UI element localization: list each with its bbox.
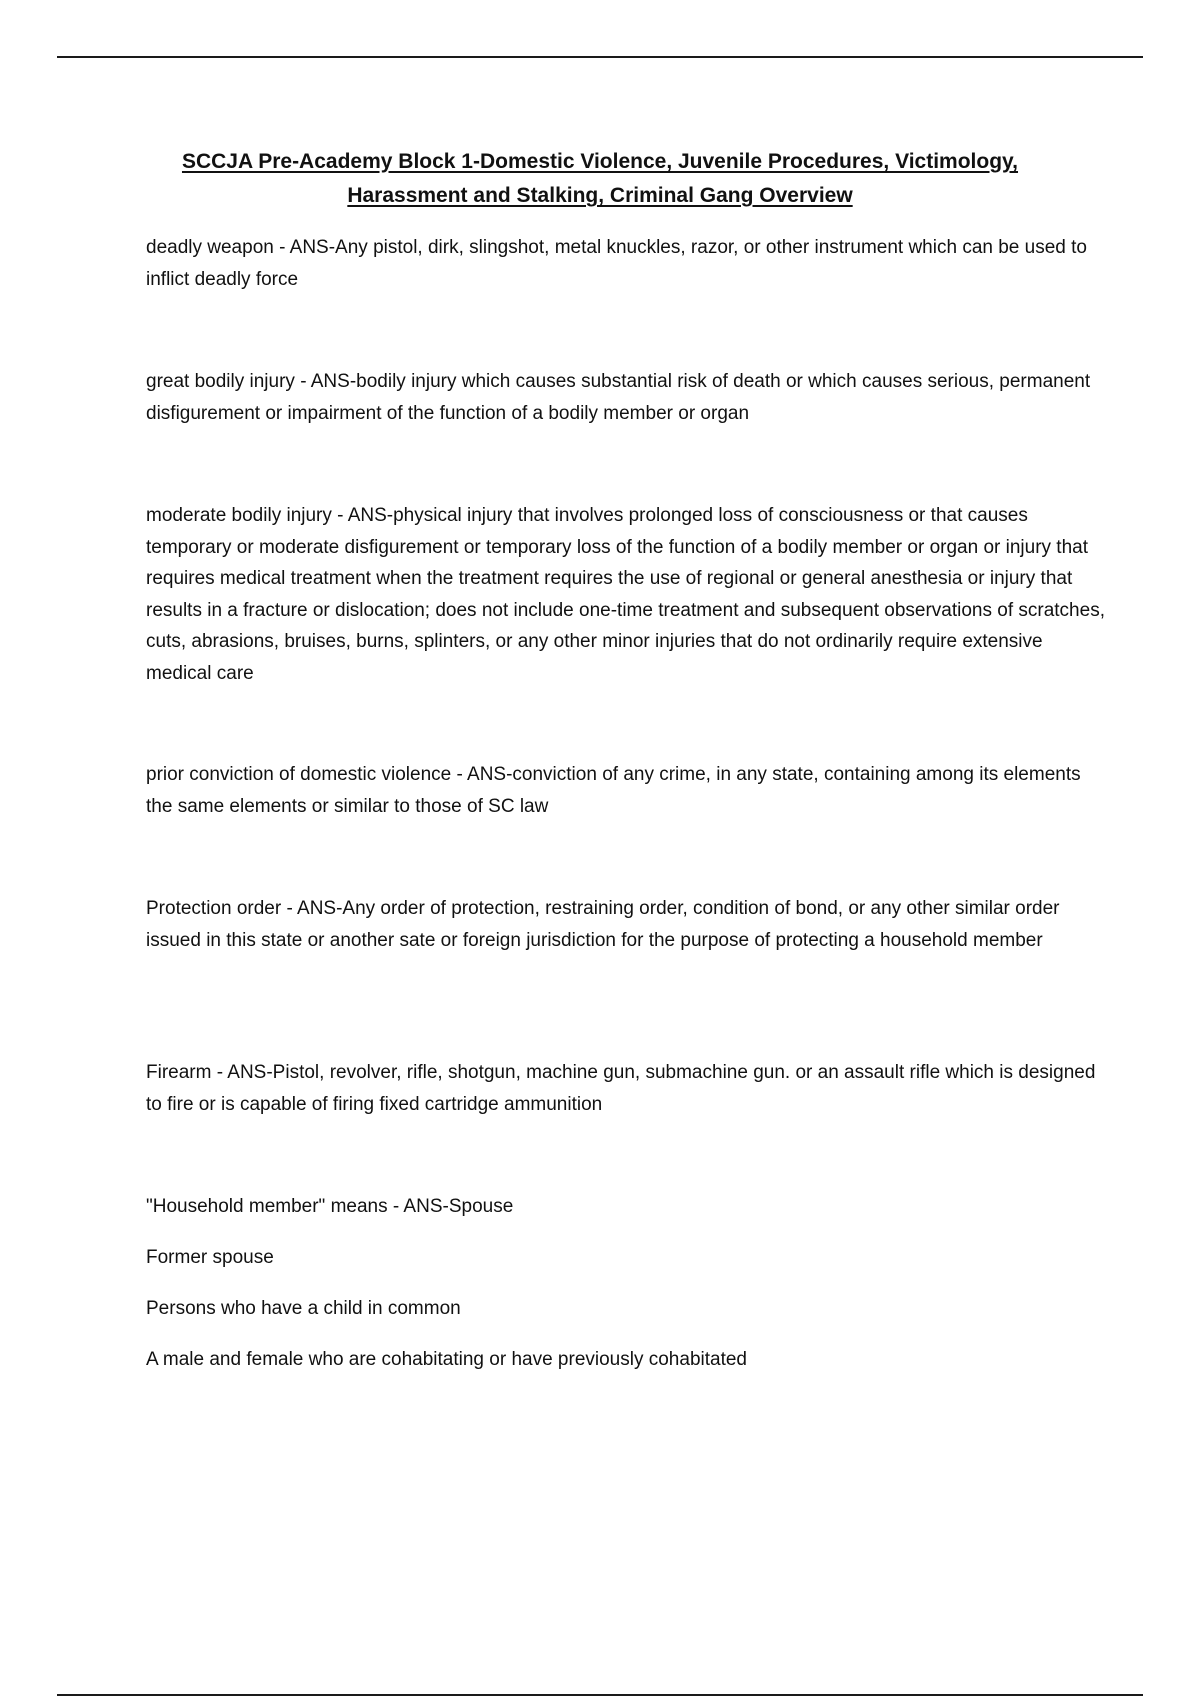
definition-moderate-bodily-injury: moderate bodily injury - ANS-physical injury that involves prolonged loss of consciousness or that causes temporary or moderate disfigurement or temporary loss of the function of a bodily member or organ or injury that requires medical treatment when the treatment requires the use of regional or general anesthesia or injury that results in a fracture or dislocation; does not include one-time treatment and subsequent observations of scratches, cuts, abrasions, bruises, burns, splinters, or any other minor injuries that do not ordinarily require extensive medical care xyxy=(146,505,1105,684)
title-line-1: SCCJA Pre-Academy Block 1-Domestic Violence, Juvenile Procedures, Victimology, xyxy=(181,150,1019,173)
definition-deadly-weapon: deadly weapon - ANS-Any pistol, dirk, slingshot, metal knuckles, razor, or other instrument which can be used to inflict deadly force xyxy=(146,237,1087,290)
household-member-item: A male and female who are cohabitating or have previously cohabitated xyxy=(146,1349,747,1370)
definition-firearm: Firearm - ANS-Pistol, revolver, rifle, shotgun, machine gun, submachine gun. or an assault rifle which is designed to fire or is capable of firing fixed cartridge ammunition xyxy=(146,1062,1096,1115)
bottom-rule xyxy=(57,1694,1143,1696)
household-member-item: Former spouse xyxy=(146,1247,274,1268)
household-member-item: Persons who have a child in common xyxy=(146,1298,461,1319)
definition-protection-order: Protection order - ANS-Any order of protection, restraining order, condition of bond, or any other similar order issued in this state or another sate or foreign jurisdiction for the purpose of protecting a household member xyxy=(146,898,1060,951)
document-title xyxy=(130,145,1070,213)
definition-household-member: "Household member" means - ANS-Spouse xyxy=(146,1196,514,1217)
definition-prior-conviction: prior conviction of domestic violence - ANS-conviction of any crime, in any state, containing among its elements the same elements or similar to those of SC law xyxy=(146,764,1081,817)
definition-great-bodily-injury: great bodily injury - ANS-bodily injury which causes substantial risk of death or which causes serious, permanent disfigurement or impairment of the function of a bodily member or organ xyxy=(146,371,1091,424)
top-rule xyxy=(57,56,1143,58)
title-line-2: Harassment and Stalking, Criminal Gang Overview xyxy=(347,184,853,207)
